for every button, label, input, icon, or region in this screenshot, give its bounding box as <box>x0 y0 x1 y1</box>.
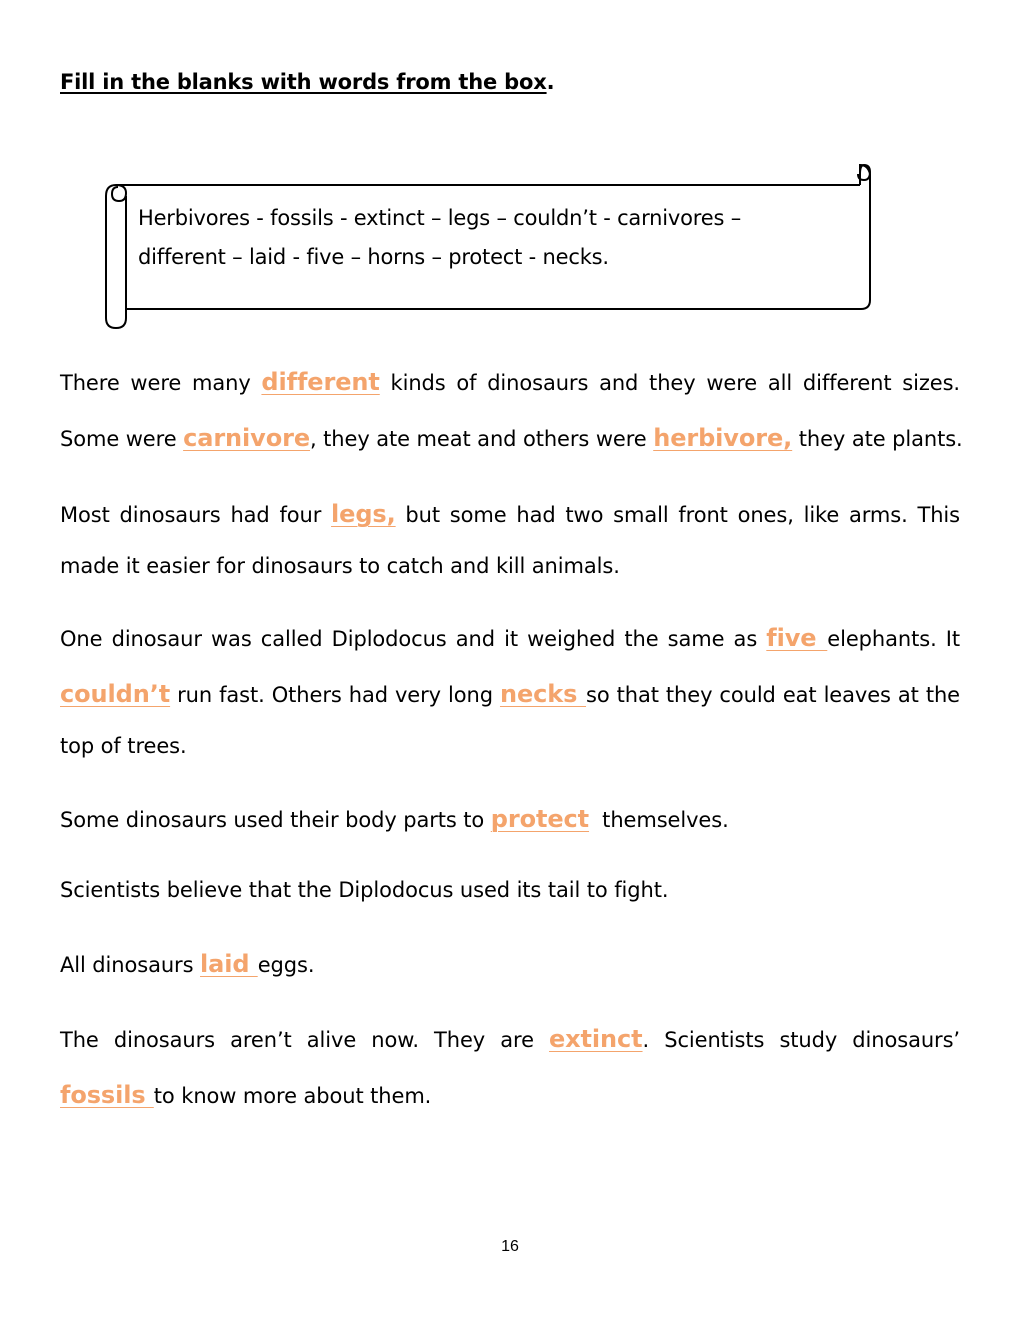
text-line <box>60 368 960 396</box>
text: they ate plants. <box>792 427 963 451</box>
text-line <box>60 805 960 833</box>
text-line <box>60 680 960 708</box>
text: themselves. <box>589 808 729 832</box>
text-line <box>60 624 960 652</box>
text: but some had two small front ones, like arms. This <box>395 503 961 527</box>
word-bank-line-2: different – laid - five – horns – protect - necks. <box>138 245 609 269</box>
text-line <box>60 1081 960 1109</box>
answer-protect: protect <box>490 805 590 833</box>
text: There were many <box>60 371 262 395</box>
answer-five: five <box>766 624 828 652</box>
word-bank-line-1: Herbivores - fossils - extinct – legs – couldn’t - carnivores – <box>138 206 741 230</box>
page-number: 16 <box>501 1238 519 1255</box>
text: , they ate meat and others were <box>310 427 654 451</box>
answer-necks: necks <box>499 680 587 708</box>
text: eggs. <box>257 953 315 977</box>
answer-couldnt: couldn’t <box>60 680 171 708</box>
text: Most dinosaurs had four <box>60 503 332 527</box>
heading-punct: . <box>546 70 555 94</box>
text: Some dinosaurs used their body parts to <box>60 808 491 832</box>
text: One dinosaur was called Diplodocus and it weighed the same as <box>60 627 767 651</box>
answer-different: different <box>261 368 380 396</box>
answer-extinct: extinct <box>549 1025 643 1053</box>
answer-laid: laid <box>200 950 258 978</box>
text-line <box>60 500 960 528</box>
answer-fossils: fossils <box>60 1081 154 1109</box>
text: The dinosaurs aren’t alive now. They are <box>60 1028 549 1052</box>
worksheet-heading <box>60 70 554 94</box>
word-bank <box>138 199 838 277</box>
text-line <box>60 1025 960 1053</box>
text-line: top of trees. <box>60 734 187 758</box>
text-line: made it easier for dinosaurs to catch and kill animals. <box>60 554 620 578</box>
text-line <box>60 950 960 978</box>
answer-herbivore: herbivore, <box>653 424 793 452</box>
answer-carnivore: carnivore <box>183 424 311 452</box>
text: kinds of dinosaurs and they were all different sizes. <box>379 371 961 395</box>
text: All dinosaurs <box>60 953 201 977</box>
heading-text: Fill in the blanks with words from the box <box>60 70 547 94</box>
answer-legs: legs, <box>331 500 396 528</box>
text: so that they could eat leaves at the <box>586 683 961 707</box>
text: . Scientists study dinosaurs’ <box>642 1028 960 1052</box>
text: run fast. Others had very long <box>170 683 500 707</box>
text-line <box>60 424 963 452</box>
text: to know more about them. <box>153 1084 432 1108</box>
text: elephants. It <box>827 627 960 651</box>
text: Some were <box>60 427 184 451</box>
text-line: Scientists believe that the Diplodocus used its tail to fight. <box>60 878 669 902</box>
